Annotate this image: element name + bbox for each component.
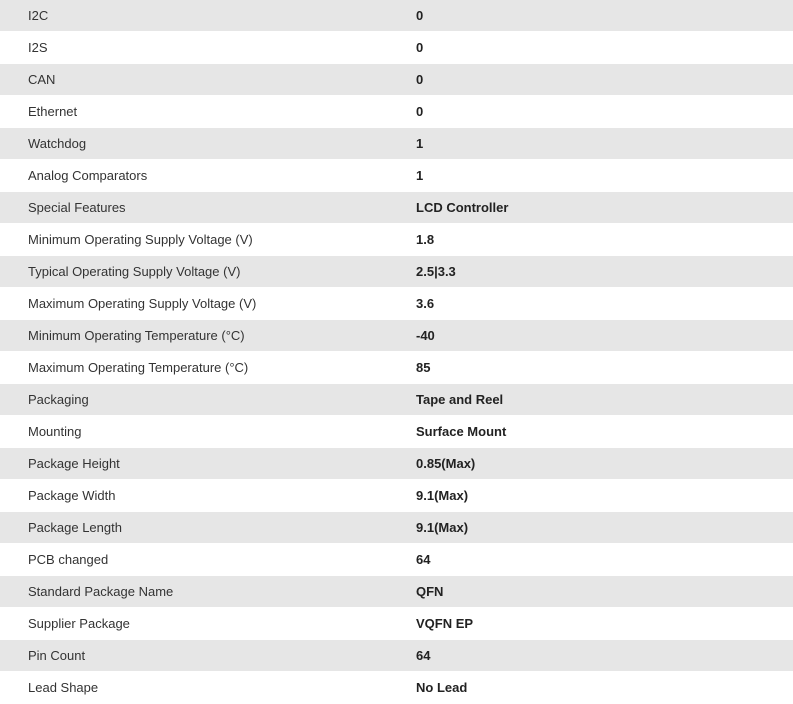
spec-name: Minimum Operating Supply Voltage (V) xyxy=(0,224,416,256)
table-row xyxy=(0,640,793,672)
table-row xyxy=(0,160,793,192)
spec-value: 1 xyxy=(416,128,793,160)
table-row xyxy=(0,0,793,32)
spec-value: 0 xyxy=(416,32,793,64)
table-row xyxy=(0,32,793,64)
spec-value: 85 xyxy=(416,352,793,384)
table-row xyxy=(0,416,793,448)
spec-name: Typical Operating Supply Voltage (V) xyxy=(0,256,416,288)
table-row xyxy=(0,96,793,128)
spec-name: CAN xyxy=(0,64,416,96)
table-row xyxy=(0,544,793,576)
table-row xyxy=(0,576,793,608)
spec-name: Package Length xyxy=(0,512,416,544)
spec-name: PCB changed xyxy=(0,544,416,576)
spec-name: Special Features xyxy=(0,192,416,224)
table-row xyxy=(0,288,793,320)
spec-value: QFN xyxy=(416,576,793,608)
table-row xyxy=(0,224,793,256)
spec-name: Lead Shape xyxy=(0,672,416,704)
table-row xyxy=(0,608,793,640)
spec-name: Pin Count xyxy=(0,640,416,672)
spec-value: 9.1(Max) xyxy=(416,480,793,512)
table-row xyxy=(0,352,793,384)
spec-value: Surface Mount xyxy=(416,416,793,448)
spec-value: 1.8 xyxy=(416,224,793,256)
spec-value: LCD Controller xyxy=(416,192,793,224)
spec-name: Mounting xyxy=(0,416,416,448)
spec-value: 1 xyxy=(416,160,793,192)
table-row xyxy=(0,320,793,352)
spec-name: Package Height xyxy=(0,448,416,480)
spec-name: I2C xyxy=(0,0,416,32)
table-row xyxy=(0,128,793,160)
spec-name: Supplier Package xyxy=(0,608,416,640)
spec-name: Watchdog xyxy=(0,128,416,160)
spec-name: Ethernet xyxy=(0,96,416,128)
spec-name: Standard Package Name xyxy=(0,576,416,608)
spec-value: Tape and Reel xyxy=(416,384,793,416)
spec-value: VQFN EP xyxy=(416,608,793,640)
spec-value: 9.1(Max) xyxy=(416,512,793,544)
spec-name: Analog Comparators xyxy=(0,160,416,192)
spec-value: 64 xyxy=(416,640,793,672)
table-row xyxy=(0,64,793,96)
spec-value: 0.85(Max) xyxy=(416,448,793,480)
spec-value: 0 xyxy=(416,0,793,32)
table-row xyxy=(0,480,793,512)
spec-name: Package Width xyxy=(0,480,416,512)
spec-name: Minimum Operating Temperature (°C) xyxy=(0,320,416,352)
spec-name: Maximum Operating Supply Voltage (V) xyxy=(0,288,416,320)
spec-value: 64 xyxy=(416,544,793,576)
table-row xyxy=(0,384,793,416)
table-row xyxy=(0,256,793,288)
spec-name: I2S xyxy=(0,32,416,64)
spec-value: 0 xyxy=(416,64,793,96)
spec-value: -40 xyxy=(416,320,793,352)
table-row xyxy=(0,512,793,544)
table-row xyxy=(0,192,793,224)
spec-name: Maximum Operating Temperature (°C) xyxy=(0,352,416,384)
spec-value: 3.6 xyxy=(416,288,793,320)
spec-value: 2.5|3.3 xyxy=(416,256,793,288)
table-row xyxy=(0,448,793,480)
spec-value: 0 xyxy=(416,96,793,128)
spec-value: No Lead xyxy=(416,672,793,704)
spec-name: Packaging xyxy=(0,384,416,416)
table-row xyxy=(0,672,793,704)
